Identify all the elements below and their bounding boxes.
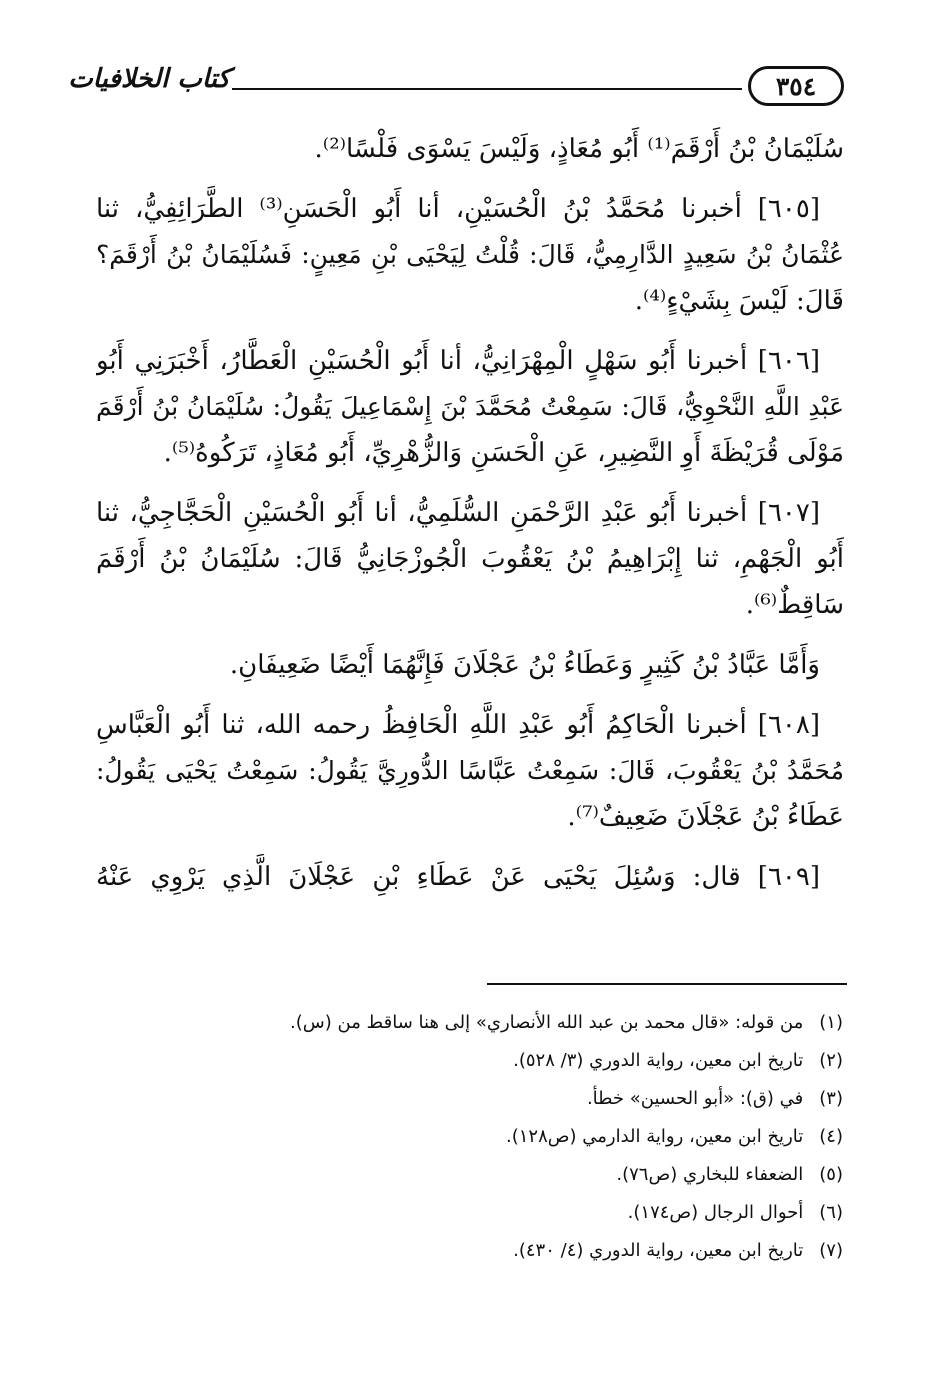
book-title: كتاب الخلافيات (68, 64, 230, 94)
footnote-item (183, 1118, 843, 1156)
footnote-text: الضعفاء للبخاري (ص٧٦). (616, 1164, 804, 1185)
footnote-number: (٧) (819, 1240, 843, 1261)
footnotes (183, 1004, 843, 1270)
footnote-number: (٥) (819, 1164, 843, 1185)
text-line: [٦٠٩] قال: وَسُئِلَ يَحْيَى عَنْ عَطَاءِ بْنِ عَجْلَانَ الَّذِي يَرْوِي عَنْهُ (96, 862, 820, 892)
footnote-item (183, 1042, 843, 1080)
footnote-separator (487, 983, 847, 985)
footnote-text: تاريخ ابن معين، رواية الدوري (٤/ ٤٣٠). (513, 1240, 804, 1261)
footnote-number: (١) (819, 1012, 843, 1033)
footnote-number: (٣) (819, 1088, 843, 1109)
text-line: قَالَ: لَيْسَ بِشَيْءٍ⁽⁴⁾. (634, 286, 844, 316)
footnote-number: (٦) (819, 1202, 843, 1223)
footnote-text: تاريخ ابن معين، رواية الدوري (٣/ ٥٢٨). (513, 1050, 804, 1071)
footnote-item (183, 1232, 843, 1270)
footnote-text: في (ق): «أبو الحسين» خطأ. (586, 1088, 804, 1109)
text-line: عُثْمَانُ بْنُ سَعِيدٍ الدَّارِمِيُّ، قَالَ: قُلْتُ لِيَحْيَى بْنِ مَعِينٍ: فَسُلَيْمَانُ بْنُ أَرْقَمَ؟ (96, 240, 844, 269)
text-line: أَبُو الْجَهْمِ، ثنا إِبْرَاهِيمُ بْنُ يَعْقُوبَ الْجُوزْجَانِيُّ قَالَ: سُلَيْمَانُ بْنُ أَرْقَمَ (96, 544, 844, 574)
text-line: عَطَاءُ بْنُ عَجْلَانَ ضَعِيفٌ⁽⁷⁾. (567, 802, 844, 832)
footnote-item (183, 1004, 843, 1042)
page-number: ٣٥٤ (748, 66, 844, 106)
text-line: مَوْلَى قُرَيْظَةَ أَوِ النَّضِيرِ، عَنِ الْحَسَنِ وَالزُّهْرِيِّ، أَبُو مُعَاذٍ، تَرَكُوهُ⁽⁵⁾. (163, 438, 844, 468)
page-header (68, 62, 844, 118)
paragraph-gap (96, 628, 844, 642)
paragraph-gap (96, 172, 844, 186)
text-line: سُلَيْمَانُ بْنُ أَرْقَمَ⁽¹⁾ أَبُو مُعَاذٍ، وَلَيْسَ يَسْوَى فَلْسًا⁽²⁾. (314, 134, 844, 164)
footnote-text: أحوال الرجال (ص١٧٤). (627, 1202, 804, 1223)
footnote-item (183, 1080, 843, 1118)
paragraph-gap (96, 324, 844, 338)
text-line: سَاقِطٌ⁽⁶⁾. (745, 590, 844, 620)
footnote-item (183, 1156, 843, 1194)
paragraph-gap (96, 840, 844, 854)
header-rule (232, 88, 742, 90)
paragraph-gap (96, 476, 844, 490)
text-line: [٦٠٨] أخبرنا الْحَاكِمُ أَبُو عَبْدِ اللَّهِ الْحَافِظُ رحمه الله، ثنا أَبُو الْعَبَّاسِ (96, 710, 820, 740)
text-line: مُحَمَّدُ بْنُ يَعْقُوبَ، قَالَ: سَمِعْتُ عَبَّاسًا الدُّورِيَّ يَقُولُ: سَمِعْتُ يَحْيَى يَقُولُ: (96, 756, 844, 785)
text-line: وَأَمَّا عَبَّادُ بْنُ كَثِيرٍ وَعَطَاءُ بْنُ عَجْلَانَ فَإِنَّهُمَا أَيْضًا ضَعِيفَانِ. (229, 650, 820, 680)
text-line: [٦٠٥] أخبرنا مُحَمَّدُ بْنُ الْحُسَيْنِ، أنا أَبُو الْحَسَنِ⁽³⁾ الطَّرَائِفِيُّ، ثنا (96, 194, 820, 224)
text-line: عَبْدِ اللَّهِ النَّحْوِيُّ، قَالَ: سَمِعْتُ مُحَمَّدَ بْنَ إِسْمَاعِيلَ يَقُولُ: سُلَيْمَانُ بْنُ أَرْقَمَ (96, 392, 844, 421)
footnote-text: تاريخ ابن معين، رواية الدارمي (ص١٢٨). (505, 1126, 804, 1147)
text-line: [٦٠٧] أخبرنا أَبُو عَبْدِ الرَّحْمَنِ السُّلَمِيُّ، أنا أَبُو الْحُسَيْنِ الْحَجَّاجِيُّ، ثنا (96, 498, 820, 528)
footnote-item (183, 1194, 843, 1232)
text-line: [٦٠٦] أخبرنا أَبُو سَهْلٍ الْمِهْرَانِيُّ، أنا أَبُو الْحُسَيْنِ الْعَطَّارُ، أَخْبَرَنِي أَبُو (96, 346, 820, 376)
footnote-number: (٤) (819, 1126, 843, 1147)
footnote-text: من قوله: «قال محمد بن عبد الله الأنصاري» إلى هنا ساقط من (س). (290, 1012, 804, 1033)
paragraph-gap (96, 688, 844, 702)
main-text (96, 126, 844, 900)
footnote-number: (٢) (819, 1050, 843, 1071)
